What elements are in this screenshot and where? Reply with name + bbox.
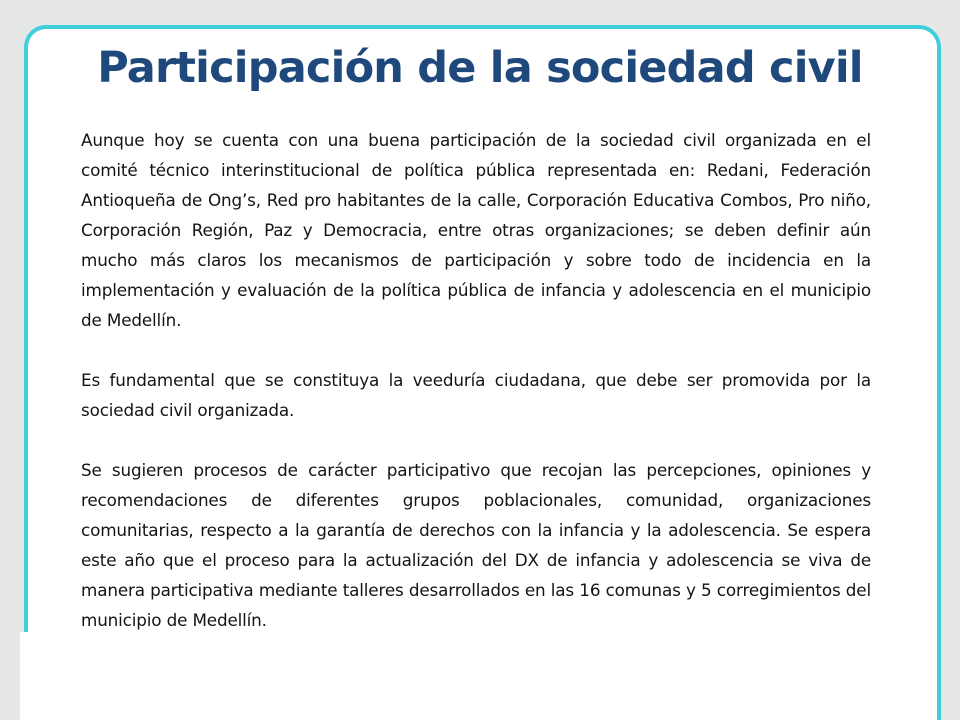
paragraph-processes: Se sugieren procesos de carácter participativo que recojan las percepciones, opiniones y recomendaciones de diferentes grupos poblacionales, comunidad, organizaciones comunitarias, respecto a la garantía de derechos con la infancia y la adolescencia. Se espera este año que el proceso para la actualización del DX de infancia y adolescencia se viva de manera participativa mediante talleres desarrollados en las 16 comunas y 5 corregimientos del municipio de Medellín. xyxy=(81,460,871,630)
paragraph-oversight: Es fundamental que se constituya la veeduría ciudadana, que debe ser promovida por la sociedad civil organizada. xyxy=(81,370,871,420)
paragraph-participation: Aunque hoy se cuenta con una buena participación de la sociedad civil organizada en el comité técnico interinstitucional de política pública representada en: Redani, Federación Antioqueña de Ong’s, Red pro habitantes de la calle, Corporación Educativa Combos, Pro niño, Corporación Región, Paz y Democracia, entre otras organizaciones; se deben definir aún mucho más claros los mecanismos de participación y sobre todo de incidencia en la implementación y evaluación de la política pública de infancia y adolescencia en el municipio de Medellín. xyxy=(81,130,871,330)
slide-frame-left-gap xyxy=(20,632,32,720)
slide-title: Participación de la sociedad civil xyxy=(97,43,863,93)
slide-body xyxy=(81,125,871,635)
